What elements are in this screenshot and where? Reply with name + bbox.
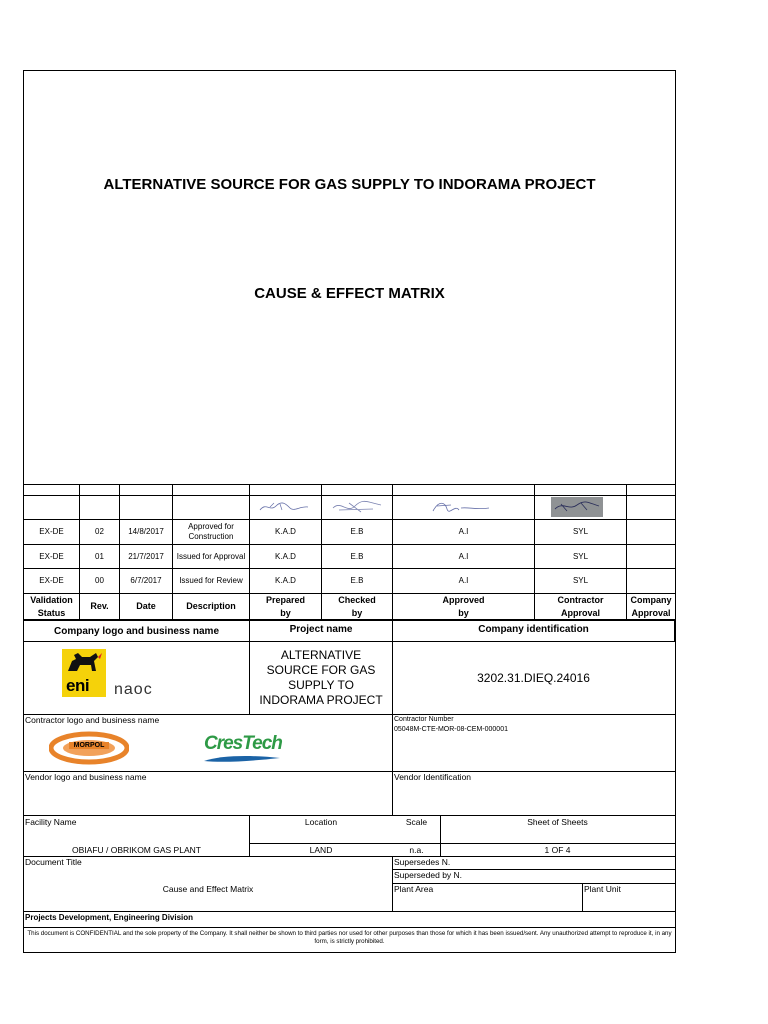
location-label: Location (304, 817, 338, 827)
revision-contractor: SYL (572, 527, 589, 536)
sheet-label: Sheet of Sheets (527, 817, 588, 827)
contractor-number-label: Contractor Number (394, 716, 454, 723)
header-checked: Checked by (338, 594, 376, 618)
facility-name-label: Facility Name (25, 817, 77, 827)
supersedes-label: Supersedes N. (394, 857, 451, 867)
facility-name: OBIAFU / OBRIKOM GAS PLANT (72, 845, 201, 855)
revision-company (627, 545, 675, 568)
scale: n.a. (409, 845, 424, 855)
revision-date: 6/7/2017 (130, 576, 162, 585)
contractor-number: 05048M-CTE-MOR-08-CEM-000001 (394, 726, 508, 733)
naoc-wordmark: naoc (114, 681, 153, 698)
eni-naoc-logo (62, 649, 162, 705)
revision-approved: A.I (458, 527, 469, 536)
plant-area-label: Plant Area (394, 884, 434, 894)
division-label: Projects Development, Engineering Division (25, 913, 194, 922)
eni-wordmark: eni (66, 676, 90, 695)
revision-checked: E.B (350, 527, 364, 536)
document-title: Cause and Effect Matrix (162, 884, 254, 894)
header-company: Company Approval (630, 594, 672, 618)
revision-contractor: SYL (572, 576, 589, 585)
vendor-logo-label: Vendor logo and business name (25, 772, 147, 782)
header-validation: Validation Status (30, 594, 73, 618)
revision-description: Issued for Review (179, 576, 243, 585)
vendor-identification-label: Vendor Identification (394, 772, 472, 782)
superseded-by-label: Superseded by N. (394, 870, 463, 880)
revision-date: 14/8/2017 (128, 527, 164, 536)
crestech-logo (202, 733, 282, 767)
revision-approved: A.I (458, 576, 469, 585)
confidential-notice: This document is CONFIDENTIAL and the sole property of the Company. It shall neither be shown to third parties nor used for other purposes than those for which it has been issued/sent. Any unauthorized attempt to reproduce it, in any form, is strictly prohibited. (27, 930, 672, 945)
project-name: ALTERNATIVE SOURCE FOR GAS SUPPLY TO INDORAMA PROJECT (259, 648, 383, 707)
revision-number: 00 (95, 576, 104, 585)
checked-signature (329, 498, 385, 516)
prepared-signature (256, 498, 312, 516)
revision-date: 21/7/2017 (128, 551, 164, 561)
revision-contractor: SYL (572, 551, 589, 561)
header-rev: Rev. (90, 601, 109, 611)
header-description: Description (186, 601, 236, 611)
crestech-wordmark: CresTech (204, 733, 282, 754)
eni-dog-icon (62, 649, 106, 697)
sheet-of-sheets: 1 OF 4 (544, 845, 571, 855)
revision-approved: A.I (458, 551, 469, 561)
company-identification-label: Company identification (478, 624, 589, 635)
contractor-signature (551, 497, 603, 517)
morpol-wordmark: MORPOL (69, 742, 109, 749)
scale-label: Scale (405, 817, 428, 827)
contractor-logo-label: Contractor logo and business name (25, 715, 160, 725)
header-prepared: Prepared by (265, 594, 306, 618)
revision-company (627, 520, 675, 544)
revision-number: 02 (95, 527, 104, 536)
company-identification: 3202.31.DIEQ.24016 (477, 671, 590, 685)
document-title-label: Document Title (25, 857, 82, 867)
revision-checked: E.B (350, 576, 364, 585)
revision-validation: EX-DE (39, 576, 64, 585)
revision-prepared: K.A.D (275, 551, 296, 561)
revision-prepared: K.A.D (275, 576, 296, 585)
revision-number: 01 (95, 551, 104, 561)
header-approved: Approved by (442, 594, 485, 618)
location: LAND (309, 845, 333, 855)
morpol-logo (49, 731, 129, 765)
plant-unit-label: Plant Unit (584, 884, 621, 894)
revision-description: Approved for Construction (188, 522, 234, 541)
revision-validation: EX-DE (39, 551, 64, 561)
document-subtitle: CAUSE & EFFECT MATRIX (254, 285, 445, 302)
revision-description: Issued for Approval (176, 551, 246, 561)
header-date: Date (136, 601, 156, 611)
approved-signature (429, 498, 493, 516)
project-name-label: Project name (289, 624, 353, 635)
document-page (23, 70, 676, 953)
revision-checked: E.B (350, 551, 364, 561)
revision-prepared: K.A.D (275, 527, 296, 536)
company-logo-label: Company logo and business name (53, 625, 220, 637)
document-main-title: ALTERNATIVE SOURCE FOR GAS SUPPLY TO INDORAMA PROJECT (103, 176, 596, 193)
header-contractor: Contractor Approval (557, 594, 604, 618)
revision-company (627, 569, 675, 593)
revision-validation: EX-DE (39, 527, 64, 536)
